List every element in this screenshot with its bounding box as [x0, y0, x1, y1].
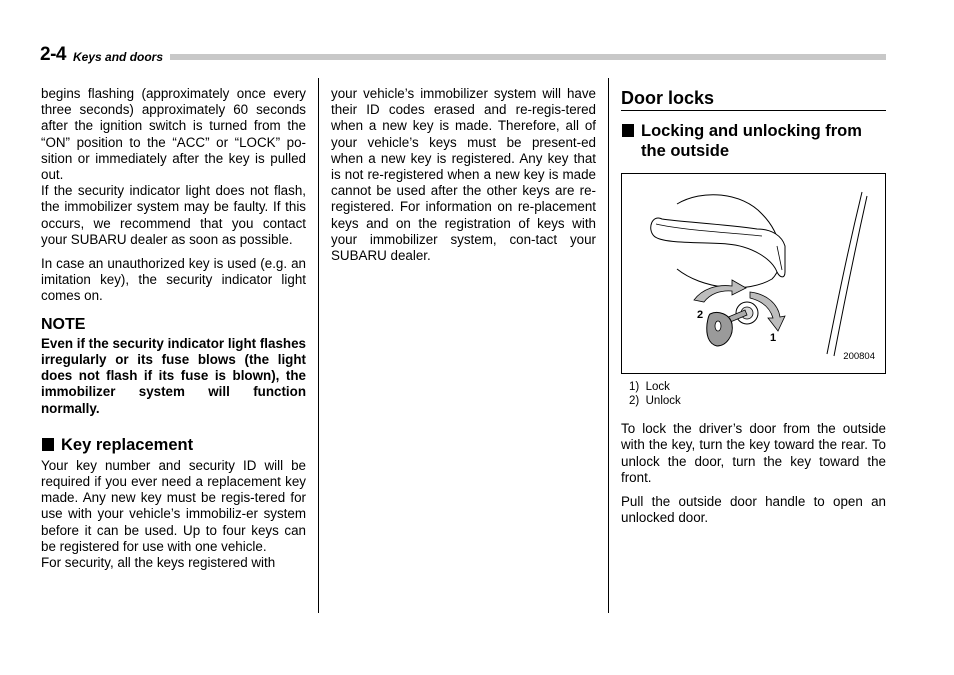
page-header [40, 44, 886, 66]
page-number: 2-4 [40, 44, 66, 65]
figure-id: 200804 [843, 351, 875, 362]
paragraph-reregister: your vehicle’s immobilizer system will have their ID codes erased and re-regis-tered when a new key is made. Therefore, all of your vehicle’s keys must be present-ed when a new key is registered. Any key that is not re-registered when a new key is made cannot be used after the other keys are re-registered. For information on re-placement keys and on the registration of keys with your immobilizer system, con-tact your SUBARU dealer. [331, 86, 596, 264]
section-square-icon [42, 438, 54, 451]
figure-legend [621, 380, 886, 408]
callout-1: 1 [770, 332, 777, 345]
left-column [41, 86, 306, 571]
paragraph-unauthorized-key: In case an unauthorized key is used (e.g. an imitation key), the security indicator light comes on. [41, 256, 306, 304]
note-title: NOTE [41, 315, 86, 333]
column-divider-2 [608, 78, 609, 613]
paragraph-security: For security, all the keys registered with [41, 555, 276, 571]
legend-item-unlock: 2) Unlock [629, 395, 681, 408]
locking-heading [621, 121, 886, 161]
section-name: Keys and doors [73, 50, 164, 64]
paragraph-lock-instructions: To lock the driver’s door from the outside with the key, turn the key toward the rear. To unlock the door, turn the key toward the front. [621, 421, 886, 485]
door-locks-title: Door locks [621, 90, 886, 111]
right-column [621, 90, 886, 526]
paragraph-replacement: Your key number and security ID will be required if you ever need a replacement key made. Any new key must be regis-tered for use with your vehicle’s immobiliz-er system before it can be used. Up to four keys can be registered for use with one vehicle. [41, 457, 306, 554]
paragraph-flashing: begins flashing (approximately once every three seconds) approximately 60 seconds after the ignition switch is turned from the “ON” position to the “ACC” or “LOCK” po-sition or immediately after the key is pulled out. [41, 86, 306, 183]
door-lock-illustration [621, 173, 886, 374]
middle-column [331, 86, 596, 264]
key-replacement-heading [41, 435, 306, 455]
door-handle-key-diagram [622, 174, 885, 373]
paragraph-faulty: If the security indicator light does not flash, the immobilizer system may be faulty. If this occurs, we recommend that you contact your SUBARU dealer as soon as possible. [41, 183, 306, 247]
callout-2: 2 [697, 309, 704, 322]
note-body: Even if the security indicator light flashes irregularly or its fuse blows (the light does not flash if its fuse is blown), the immobilizer system will function normally. [41, 335, 306, 416]
key-replacement-heading-text: Key replacement [61, 435, 194, 454]
column-divider-1 [318, 78, 319, 613]
section-square-icon [622, 124, 634, 137]
paragraph-open-door: Pull the outside door handle to open an unlocked door. [621, 494, 886, 526]
legend-item-lock: 1) Lock [629, 381, 670, 394]
locking-heading-text: Locking and unlocking from the outside [641, 122, 862, 161]
header-rule [170, 54, 886, 60]
